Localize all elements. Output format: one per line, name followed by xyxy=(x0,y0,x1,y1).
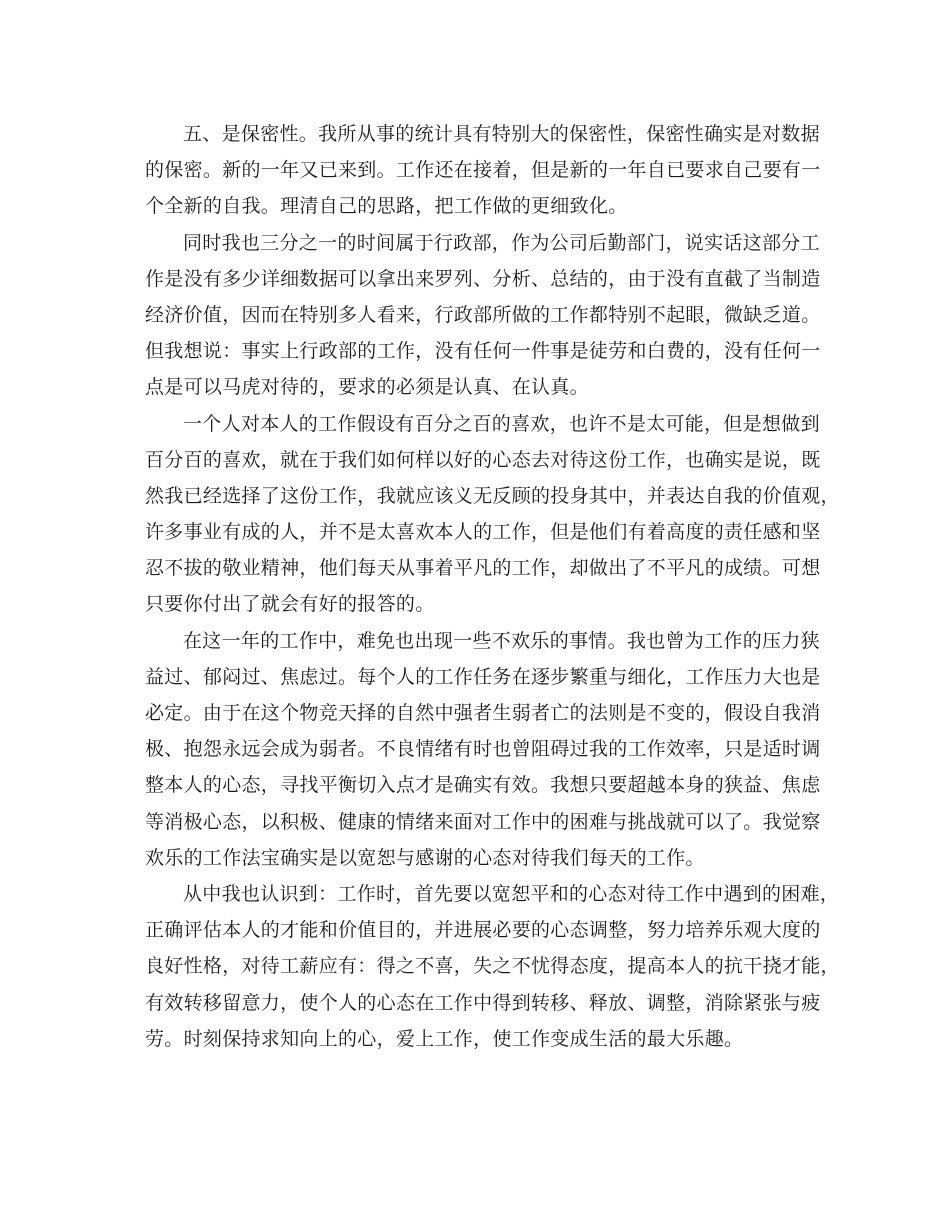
paragraph-line: 但我想说：事实上行政部的工作，没有任何一件事是徒劳和白费的，没有任何一 xyxy=(145,340,821,363)
paragraph-admin-department xyxy=(145,225,821,406)
paragraph-line: 一个人对本人的工作假设有百分之百的喜欢，也许不是太可能，但是想做到 xyxy=(183,412,820,435)
paragraph-line: 忍不拔的敬业精神，他们每天从事着平凡的工作，却做出了不平凡的成绩。可想 xyxy=(145,557,821,580)
paragraph-line: 个全新的自我。理清自己的思路，把工作做的更细致化。 xyxy=(145,195,628,218)
paragraph-line: 作是没有多少详细数据可以拿出来罗列、分析、总结的，由于没有直截了当制造 xyxy=(145,267,821,290)
paragraph-line: 同时我也三分之一的时间属于行政部，作为公司后勤部门，说实话这部分工 xyxy=(183,231,820,254)
paragraph-love-of-work xyxy=(145,406,840,623)
paragraph-line: 五、是保密性。我所从事的统计具有特别大的保密性，保密性确实是对数据 xyxy=(183,123,820,145)
paragraph-line: 良好性格，对待工薪应有：得之不喜，失之不忧得态度，提高本人的抗干挠才能， xyxy=(145,955,840,978)
paragraph-line: 从中我也认识到：工作时，首先要以宽恕平和的心态对待工作中遇到的困难， xyxy=(183,882,840,905)
paragraph-line: 极、抱怨永远会成为弱者。不良情绪有时也曾阻碍过我的工作效率，只是适时调 xyxy=(145,738,821,761)
paragraph-lessons-learned xyxy=(145,876,840,1057)
paragraph-line: 只要你付出了就会有好的报答的。 xyxy=(145,593,435,616)
paragraph-line: 益过、郁闷过、焦虑过。每个人的工作任务在逐步繁重与细化，工作压力大也是 xyxy=(145,665,821,688)
paragraph-line: 欢乐的工作法宝确实是以宽恕与感谢的心态对待我们每天的工作。 xyxy=(145,846,705,869)
document-body xyxy=(145,116,840,1057)
paragraph-work-pressure xyxy=(145,623,821,876)
paragraph-line: 百分百的喜欢，就在于我们如何样以好的心态去对待这份工作，也确实是说，既 xyxy=(145,448,821,471)
paragraph-line: 正确评估本人的才能和价值目的，并进展必要的心态调整，努力培养乐观大度的 xyxy=(145,919,821,942)
paragraph-line: 劳。时刻保持求知向上的心，爱上工作，使工作变成生活的最大乐趣。 xyxy=(145,1027,744,1050)
paragraph-line: 经济价值，因而在特别多人看来，行政部所做的工作都特别不起眼，微缺乏道。 xyxy=(145,303,821,326)
paragraph-confidentiality xyxy=(145,116,821,225)
paragraph-line: 的保密。新的一年又已来到。工作还在接着，但是新的一年自已要求自己要有一 xyxy=(145,159,821,182)
paragraph-line: 许多事业有成的人，并不是太喜欢本人的工作，但是他们有着高度的责任感和坚 xyxy=(145,521,821,544)
paragraph-line: 必定。由于在这个物竞天择的自然中强者生弱者亡的法则是不变的，假设自我消 xyxy=(145,702,821,724)
paragraph-line: 整本人的心态，寻找平衡切入点才是确实有效。我想只要超越本身的狭益、焦虑 xyxy=(145,774,821,797)
paragraph-line: 然我已经选择了这份工作，我就应该义无反顾的投身其中，并表达自我的价值观， xyxy=(145,484,840,507)
paragraph-line: 有效转移留意力，使个人的心态在工作中得到转移、释放、调整，消除紧张与疲 xyxy=(145,991,821,1014)
paragraph-line: 等消极心态，以积极、健康的情绪来面对工作中的困难与挑战就可以了。我觉察 xyxy=(145,810,821,833)
paragraph-line: 在这一年的工作中，难免也出现一些不欢乐的事情。我也曾为工作的压力狭 xyxy=(183,629,820,652)
paragraph-line: 点是可以马虎对待的，要求的必须是认真、在认真。 xyxy=(145,376,589,399)
